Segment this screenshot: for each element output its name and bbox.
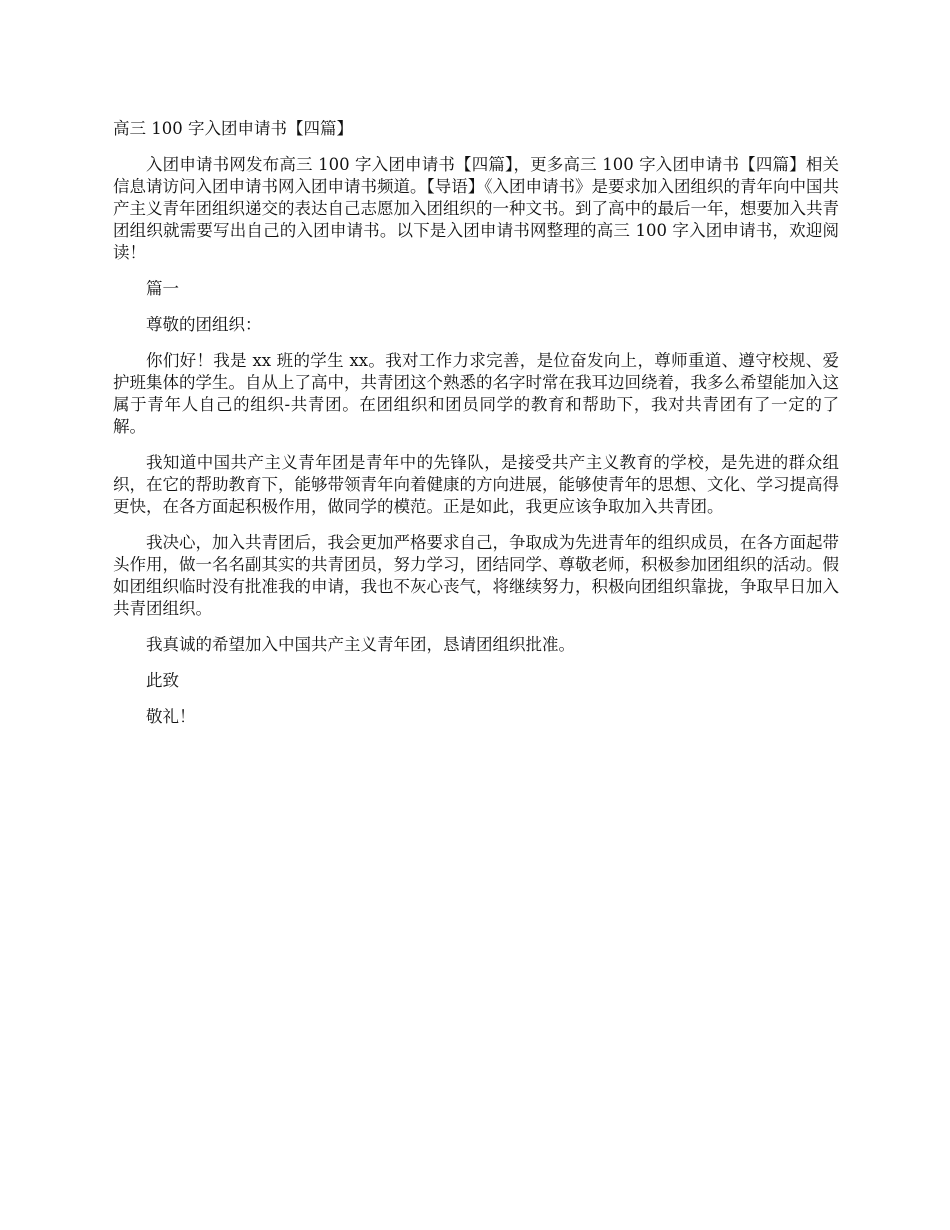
closing-salute: 敬礼！: [146, 707, 196, 726]
body-paragraph: 你们好！我是 xx 班的学生 xx。我对工作力求完善，是位奋发向上，尊师重道、遵守校规、爱护班集体的学生。自从上了高中，共青团这个熟悉的名字时常在我耳边回绕着，我多么希望能加入这属于青年人自己的组织-共青团。在团组织和团员同学的教育和帮助下，我对共青团有了一定的了解。: [113, 351, 839, 436]
document-page: [113, 118, 839, 742]
document-title: 高三 100 字入团申请书【四篇】: [113, 119, 353, 138]
section-heading: 篇一: [146, 279, 179, 298]
closing-phrase: 此致: [146, 671, 179, 690]
salutation: 尊敬的团组织：: [146, 315, 262, 334]
intro-paragraph: 入团申请书网发布高三 100 字入团申请书【四篇】，更多高三 100 字入团申请书【四篇】相关信息请访问入团申请书网入团申请书频道。【导语】《入团申请书》是要求加入团组织的青年向中国共产主义青年团组织递交的表达自己志愿加入团组织的一种文书。到了高中的最后一年，想要加入共青团组织就需要写出自己的入团申请书。以下是入团申请书网整理的高三 100 字入团申请书，欢迎阅读！: [113, 155, 839, 262]
body-paragraph: 我知道中国共产主义青年团是青年中的先锋队，是接受共产主义教育的学校，是先进的群众组织，在它的帮助教育下，能够带领青年向着健康的方向进展，能够使青年的思想、文化、学习提高得更快，在各方面起积极作用，做同学的模范。正是如此，我更应该争取加入共青团。: [113, 453, 839, 516]
body-paragraph: 我决心，加入共青团后，我会更加严格要求自己，争取成为先进青年的组织成员，在各方面起带头作用，做一名名副其实的共青团员，努力学习，团结同学、尊敬老师，积极参加团组织的活动。假如团组织临时没有批准我的申请，我也不灰心丧气，将继续努力，积极向团组织靠拢，争取早日加入共青团组织。: [113, 533, 839, 618]
closing-request: 我真诚的希望加入中国共产主义青年团，恳请团组织批准。: [146, 635, 575, 654]
